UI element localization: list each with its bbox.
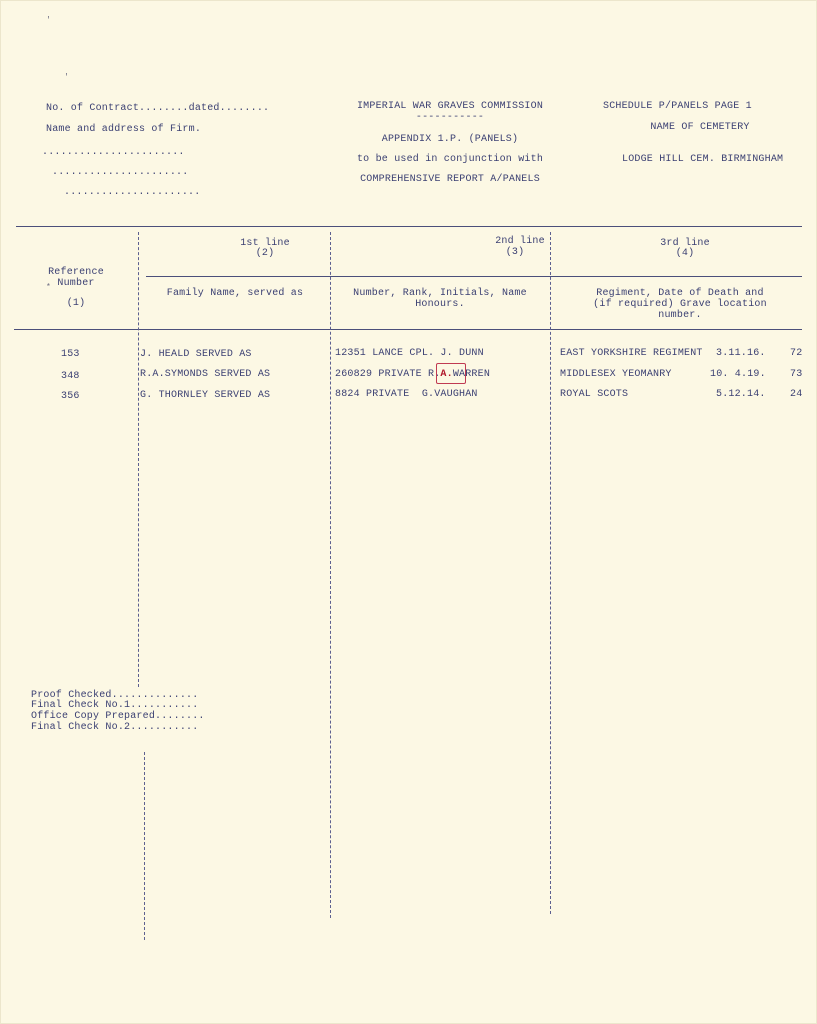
regiment: MIDDLESEX YEOMANRY [560, 369, 672, 380]
second-line-heading: 2nd line [495, 236, 545, 247]
number-rank-name: 12351 LANCE CPL. J. DUNN [335, 348, 484, 359]
schedule-label: SCHEDULE P/PANELS PAGE 1 [603, 101, 752, 112]
cemetery-name: LODGE HILL CEM. BIRMINGHAM [622, 154, 784, 165]
date-of-death: 3.11.16. [716, 348, 766, 359]
initials-original: R. [428, 369, 441, 380]
number-rank-prefix: 260829 PRIVATE [335, 369, 429, 380]
firm-address-dots: ...................... [64, 187, 201, 198]
date-of-death: 5.12.14. [716, 389, 766, 400]
family-name: G. THORNLEY SERVED AS [140, 390, 271, 401]
regiment: EAST YORKSHIRE REGIMENT [560, 348, 703, 359]
reference-number-col-number: (1) [66, 298, 86, 309]
family-name-subheading: Family Name, served as [166, 288, 304, 299]
first-line-col-number: (2) [255, 248, 275, 259]
commission-rule: ----------- [415, 112, 485, 123]
surname: WARREN [452, 369, 491, 380]
first-line-heading: 1st line [240, 238, 290, 249]
third-line-col-number: (4) [675, 248, 695, 259]
second-line-col-number: (3) [505, 247, 525, 258]
reference-number: 348 [61, 371, 80, 382]
contract-line: No. of Contract........dated........ [46, 103, 270, 114]
reference-number-heading: Reference Number [48, 267, 104, 289]
office-copy-line: Office Copy Prepared........ [31, 711, 205, 722]
correction-box [436, 363, 466, 384]
paper-mark: * [46, 283, 51, 292]
paper-mark: ' [64, 73, 69, 82]
family-name: R.A.SYMONDS SERVED AS [140, 369, 271, 380]
proof-checked-line: Proof Checked.............. [31, 690, 199, 701]
table-top-rule [16, 226, 802, 227]
column-divider [330, 232, 331, 918]
regiment: ROYAL SCOTS [560, 389, 629, 400]
third-line-heading: 3rd line [660, 238, 710, 249]
report-reference: COMPREHENSIVE REPORT A/PANELS [360, 174, 540, 185]
number-rank-subheading: Number, Rank, Initials, Name Honours. [353, 288, 527, 310]
commission-title: IMPERIAL WAR GRAVES COMMISSION [356, 101, 544, 112]
reference-number: 153 [61, 349, 80, 360]
final-check-1-line: Final Check No.1........... [31, 700, 199, 711]
grave-number: 73 [790, 369, 803, 380]
usage-note: to be used in conjunction with [356, 154, 544, 165]
column-divider [144, 752, 145, 940]
final-check-2-line: Final Check No.2........... [31, 722, 199, 733]
table-header-bottom-rule [14, 329, 802, 330]
firm-address-dots: ....................... [42, 147, 185, 158]
appendix-label: APPENDIX 1.P. (PANELS) [381, 134, 519, 145]
table-header-divider [146, 276, 802, 277]
date-of-death: 10. 4.19. [710, 369, 766, 380]
reference-number: 356 [61, 391, 80, 402]
column-divider [550, 232, 551, 914]
cemetery-label: NAME OF CEMETERY [650, 122, 750, 133]
family-name: J. HEALD SERVED AS [140, 349, 252, 360]
number-rank-name [335, 369, 490, 380]
grave-number: 24 [790, 389, 803, 400]
regiment-subheading: Regiment, Date of Death and (if required) Grave location number. [593, 288, 767, 321]
paper-mark: ' [46, 16, 51, 25]
firm-address-dots: ...................... [52, 167, 189, 178]
grave-number: 72 [790, 348, 803, 359]
column-divider [138, 232, 139, 687]
handwritten-correction: A. [440, 369, 453, 380]
number-rank-name: 8824 PRIVATE G.VAUGHAN [335, 389, 478, 400]
firm-line: Name and address of Firm. [46, 124, 202, 135]
